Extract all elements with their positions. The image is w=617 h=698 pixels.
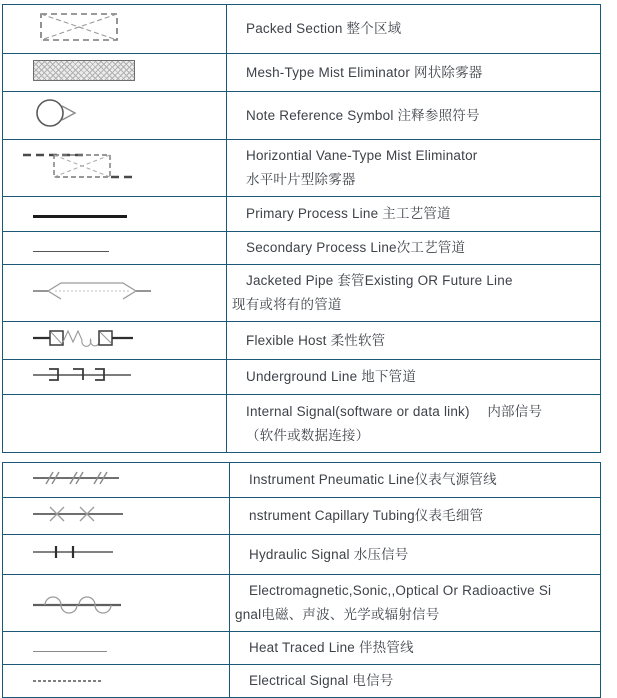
- legend-label: Heat Traced Line 伴热管线: [249, 640, 414, 655]
- legend-label: nstrument Capillary Tubing仪表毛细管: [249, 508, 484, 523]
- legend-label: Secondary Process Line次工艺管道: [246, 240, 466, 255]
- legend-label: Underground Line 地下管道: [246, 369, 417, 384]
- secondary-process-line-symbol: [33, 248, 109, 252]
- legend-row: [3, 5, 601, 54]
- legend-label: Jacketed Pipe 套管Existing OR Future Line: [246, 273, 513, 288]
- legend-label: Note Reference Symbol 注释参照符号: [246, 107, 480, 123]
- legend-label: Electromagnetic,Sonic,,Optical Or Radioactive Si: [249, 583, 552, 598]
- legend-label: Flexible Host 柔性软管: [246, 332, 386, 348]
- legend-row: [3, 665, 601, 698]
- legend-row: [3, 463, 601, 498]
- legend-row: [3, 575, 601, 632]
- flexible-hose-symbol: [33, 325, 135, 351]
- primary-process-line-symbol: [33, 214, 127, 218]
- legend-row: [3, 92, 601, 140]
- legend-row: [3, 54, 601, 92]
- underground-line-symbol: [33, 365, 133, 384]
- legend-label: Primary Process Line 主工艺管道: [246, 206, 451, 221]
- hydraulic-signal-symbol: [33, 544, 119, 560]
- legend-row: [3, 140, 601, 197]
- packed-section-symbol: [33, 9, 125, 45]
- legend-label: 水平叶片型除雾器: [246, 172, 356, 187]
- legend-label: Instrument Pneumatic Line仪表气源管线: [249, 472, 497, 487]
- legend-table-2: [2, 462, 601, 698]
- legend-label: gnal电磁、声波、光学或辐射信号: [235, 607, 440, 622]
- instrument-capillary-tubing-symbol: [33, 504, 129, 524]
- legend-row: [3, 197, 601, 232]
- horizontal-vane-type-mist-eliminator-symbol: [21, 146, 137, 186]
- legend-row: [3, 498, 601, 535]
- electrical-signal-symbol: [33, 677, 103, 685]
- legend-label: Mesh-Type Mist Eliminator 网状除雾器: [246, 64, 483, 80]
- legend-label: （软件或数据连接）: [246, 427, 370, 443]
- electromagnetic-sonic-optical-radioactive-signal-symbol: [33, 593, 125, 617]
- internal-signal-no-symbol: [3, 395, 227, 453]
- legend-row: [3, 265, 601, 322]
- legend-row: [3, 632, 601, 665]
- legend-row: [3, 395, 601, 453]
- pid-symbol-legend: [2, 4, 603, 698]
- legend-label: 现有或将有的管道: [232, 297, 342, 312]
- jacketed-pipe-symbol: [33, 278, 153, 304]
- legend-row: [3, 535, 601, 575]
- legend-label: Horizontial Vane-Type Mist Eliminator: [246, 148, 478, 163]
- mesh-type-mist-eliminator-symbol: [33, 60, 135, 81]
- legend-label: Packed Section 整个区域: [246, 21, 402, 36]
- heat-traced-line-symbol: [33, 648, 107, 652]
- note-reference-symbol: [33, 96, 85, 130]
- instrument-pneumatic-line-symbol: [33, 469, 125, 487]
- legend-row: [3, 322, 601, 360]
- legend-label: Internal Signal(software or data link) 内部信号: [246, 403, 543, 419]
- legend-label: Electrical Signal 电信号: [249, 673, 394, 688]
- legend-table-1: [2, 4, 601, 453]
- legend-row: [3, 232, 601, 265]
- legend-row: [3, 360, 601, 395]
- legend-label: Hydraulic Signal 水压信号: [249, 546, 409, 562]
